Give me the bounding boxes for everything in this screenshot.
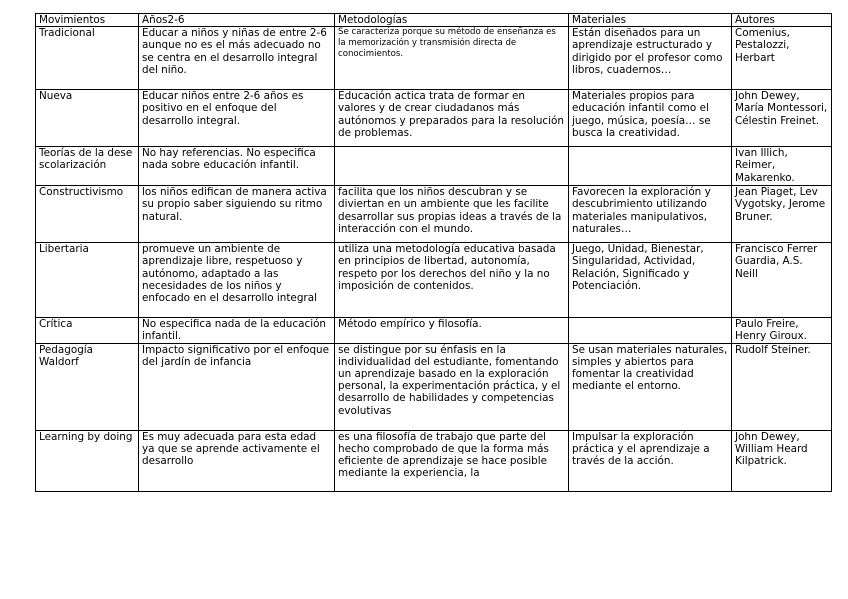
cell-materiales: Se usan materiales naturales, simples y abiertos para fomentar la creatividad mediante el entorno. [569, 343, 732, 430]
cell-metodologia [335, 147, 569, 186]
cell-movimiento: Libertaria [36, 243, 139, 318]
header-autores: Autores [732, 14, 832, 27]
table-row [36, 186, 832, 243]
cell-metodologia: es una filosofía de trabajo que parte del hecho comprobado de que la forma más eficiente de aprendizaje se hace posible mediante la experiencia, la [335, 430, 569, 491]
table-header-row [36, 14, 832, 27]
cell-anos: Educar a niños y niñas de entre 2-6 aunque no es el más adecuado no se centra en el desarrollo integral del niño. [139, 27, 335, 90]
table-row [36, 343, 832, 430]
cell-movimiento: Nueva [36, 90, 139, 147]
cell-metodologia: Educación actica trata de formar en valores y de crear ciudadanos más autónomos y preparados para la resolución de problemas. [335, 90, 569, 147]
cell-materiales: Impulsar la exploración práctica y el aprendizaje a través de la acción. [569, 430, 732, 491]
cell-anos: No hay referencias. No especifica nada sobre educación infantil. [139, 147, 335, 186]
table-row [36, 90, 832, 147]
header-movimientos: Movimientos [36, 14, 139, 27]
cell-metodologia: facilita que los niños descubran y se diviertan en un ambiente que les facilite desarrollar sus propias ideas a través de la interacción con el mundo. [335, 186, 569, 243]
cell-materiales [569, 318, 732, 343]
cell-movimiento: Tradicional [36, 27, 139, 90]
cell-materiales: Juego, Unidad, Bienestar, Singularidad, Actividad, Relación, Significado y Potenciación. [569, 243, 732, 318]
table-row [36, 147, 832, 186]
cell-metodologia: utiliza una metodología educativa basada en principios de libertad, autonomía, respeto por los derechos del niño y la no imposición de contenidos. [335, 243, 569, 318]
table-row [36, 243, 832, 318]
cell-metodologia: Se caracteriza porque su método de enseñanza es la memorización y transmisión directa de conocimientos. [335, 27, 569, 90]
cell-anos: Impacto significativo por el enfoque del jardín de infancia [139, 343, 335, 430]
cell-autores: Jean Piaget, Lev Vygotsky, Jerome Bruner. [732, 186, 832, 243]
table-row [36, 27, 832, 90]
cell-materiales: Están diseñados para un aprendizaje estructurado y dirigido por el profesor como libros, cuadernos… [569, 27, 732, 90]
cell-materiales: Materiales propios para educación infantil como el juego, música, poesía… se busca la creatividad. [569, 90, 732, 147]
cell-anos: los niños edifican de manera activa su propio saber siguiendo su ritmo natural. [139, 186, 335, 243]
cell-autores: John Dewey, María Montessori, Célestin Freinet. [732, 90, 832, 147]
cell-metodologia: Método empírico y filosofía. [335, 318, 569, 343]
cell-autores: Comenius, Pestalozzi, Herbart [732, 27, 832, 90]
header-materiales: Materiales [569, 14, 732, 27]
header-metodologias: Metodologías [335, 14, 569, 27]
cell-movimiento: Learning by doing [36, 430, 139, 491]
table-row [36, 318, 832, 343]
cell-autores: Paulo Freire, Henry Giroux. [732, 318, 832, 343]
cell-movimiento: Teorías de la desescolarización [36, 147, 139, 186]
cell-movimiento: Pedagogía Waldorf [36, 343, 139, 430]
cell-anos: Educar niños entre 2-6 años es positivo en el enfoque del desarrollo integral. [139, 90, 335, 147]
table-row [36, 430, 832, 491]
cell-autores: Ivan Illich, Reimer, Makarenko. [732, 147, 832, 186]
cell-autores: Rudolf Steiner. [732, 343, 832, 430]
cell-autores: Francisco Ferrer Guardia, A.S. Neill [732, 243, 832, 318]
cell-anos: promueve un ambiente de aprendizaje libre, respetuoso y autónomo, adaptado a las necesidades de los niños y enfocado en el desarrollo integral [139, 243, 335, 318]
cell-anos: No especifica nada de la educación infantil. [139, 318, 335, 343]
cell-anos: Es muy adecuada para esta edad ya que se aprende activamente el desarrollo [139, 430, 335, 491]
cell-metodologia: se distingue por su énfasis en la individualidad del estudiante, fomentando un aprendizaje basado en la exploración personal, la experimentación práctica, y el desarrollo de habilidades y competencias evolutivas [335, 343, 569, 430]
cell-autores: John Dewey, William Heard Kilpatrick. [732, 430, 832, 491]
education-movements-table [35, 13, 832, 492]
cell-materiales: Favorecen la exploración y descubrimiento utilizando materiales manipulativos, naturales… [569, 186, 732, 243]
header-anos: Años2-6 [139, 14, 335, 27]
cell-movimiento: Crítica [36, 318, 139, 343]
cell-movimiento: Constructivismo [36, 186, 139, 243]
cell-materiales [569, 147, 732, 186]
